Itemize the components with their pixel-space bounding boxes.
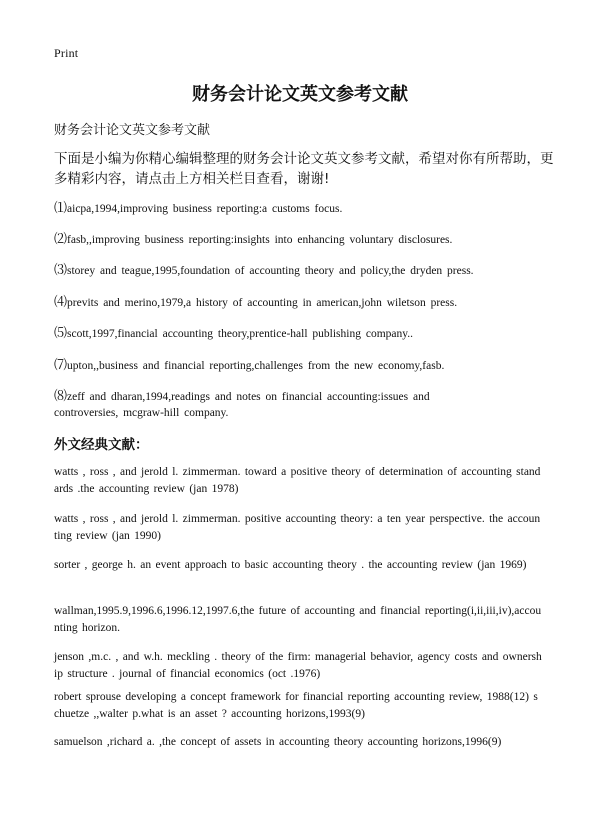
reference-number: ⑷: [54, 294, 68, 309]
reference-item: [54, 200, 342, 217]
reference-text: upton,,business and financial reporting,challenges from the new economy,fasb.: [67, 360, 445, 372]
reference-text: aicpa,1994,improving business reporting:a customs focus.: [67, 203, 343, 215]
reference-text: scott,1997,financial accounting theory,prentice-hall publishing company..: [67, 328, 413, 340]
foreign-reference-item: robert sprouse developing a concept framework for financial reporting accounting review, 1988(12) schuetze ,,walter p.what is an asset ? accounting horizons,1993(9): [54, 691, 538, 720]
reference-item: [54, 388, 494, 421]
print-link[interactable]: Print: [54, 46, 79, 60]
reference-item: [54, 262, 474, 279]
foreign-section-heading: 外文经典文献：: [54, 437, 149, 453]
reference-text: fasb,,improving business reporting:insights into enhancing voluntary disclosures.: [67, 234, 453, 246]
reference-number: ⑶: [54, 262, 68, 277]
intro-paragraph: 下面是小编为你精心编辑整理的财务会计论文英文参考文献，希望对你有所帮助，更多精彩内容，请点击上方相关栏目查看，谢谢!: [54, 151, 554, 187]
foreign-reference-item: jenson ,m.c. , and w.h. meckling . theory of the firm: managerial behavior, agency costs and ownership structure . journal of financial economics (oct .1976): [54, 651, 542, 680]
reference-text: storey and teague,1995,foundation of accounting theory and policy,the dryden press.: [67, 265, 474, 277]
foreign-reference-item: wallman,1995.9,1996.6,1996.12,1997.6,the future of accounting and financial reporting(i,ii,iii,iv),accounting horizon.: [54, 605, 542, 634]
reference-number: ⑻: [54, 388, 68, 403]
document-title: 财务会计论文英文参考文献: [192, 84, 408, 105]
document-subtitle: 财务会计论文英文参考文献: [54, 123, 211, 138]
foreign-reference-item: watts , ross , and jerold l. zimmerman. positive accounting theory: a ten year perspective. the accounting review (jan 1990): [54, 513, 541, 542]
foreign-reference-item: watts , ross , and jerold l. zimmerman. toward a positive theory of determination of accounting standards .the accounting review (jan 1978): [54, 466, 541, 495]
reference-text: previts and merino,1979,a history of accounting in american,john wiletson press.: [67, 297, 458, 309]
reference-number: ⑸: [54, 325, 68, 340]
foreign-reference-item: samuelson ,richard a. ,the concept of assets in accounting theory accounting horizons,1996(9): [54, 736, 502, 748]
reference-text: zeff and dharan,1994,readings and notes on financial accounting:issues and controversies, mcgraw-hill company.: [54, 391, 430, 419]
reference-number: ⑴: [54, 200, 68, 215]
reference-item: [54, 325, 413, 342]
foreign-reference-item: sorter , george h. an event approach to basic accounting theory . the accounting review (jan 1969): [54, 559, 527, 571]
reference-item: [54, 294, 457, 311]
reference-number: ⑺: [54, 357, 68, 372]
reference-item: [54, 357, 444, 374]
reference-item: [54, 231, 452, 248]
reference-number: ⑵: [54, 231, 68, 246]
